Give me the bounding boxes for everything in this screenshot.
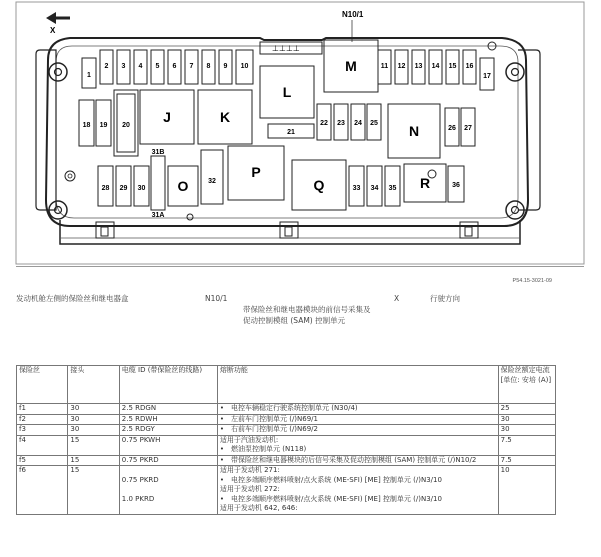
direction-arrow-icon (46, 12, 70, 24)
cell-function (217, 435, 498, 455)
table-row (17, 414, 556, 425)
fuse-label: 33 (352, 185, 361, 192)
cell-cable: 2.5 RDGN (119, 404, 217, 415)
fuse-label: 13 (414, 63, 423, 70)
fuse-label: 5 (155, 63, 160, 70)
cell-function (217, 455, 498, 466)
cell-function (217, 425, 498, 436)
header-function: 熔断功能 (217, 366, 498, 404)
bottom-clips (96, 222, 478, 238)
fuse-label: 16 (465, 63, 474, 70)
cell-rating: 25 (498, 404, 555, 415)
fuse-label: 30 (137, 185, 146, 192)
fuse-label: 27 (464, 125, 472, 132)
function-line: • 燃油泵控制单元 (N118) (219, 445, 307, 453)
cell-cable: 2.5 RDGY (119, 425, 217, 436)
fuse-label: 36 (452, 182, 460, 189)
fuse-label: 1 (87, 72, 91, 79)
cell-cable: 2.5 RDWH (119, 414, 217, 425)
fuse-label: 7 (189, 63, 194, 70)
cell-function (217, 466, 498, 515)
cell-rating: 7.5 (498, 435, 555, 455)
function-line: • 电控多端顺序燃料喷射/点火系统 (ME-SFI) [ME] 控制单元 (/)N3/10 (219, 475, 442, 484)
fuse-label: 15 (448, 63, 457, 70)
fuse-label: 22 (320, 120, 328, 127)
cell-cable (119, 466, 217, 515)
fuse-small (79, 50, 494, 219)
fuse-label: 21 (287, 129, 295, 136)
fuse-label: 6 (172, 63, 177, 70)
cell-fuse: f3 (17, 425, 68, 436)
cell-connector: 30 (68, 425, 119, 436)
fuse-label: 31A (151, 212, 165, 219)
header-rating: 保险丝额定电流 [单位: 安培 (A)] (498, 366, 555, 404)
fuse-label: 26 (448, 125, 456, 132)
relay-label: M (345, 58, 357, 74)
function-line: • 右前车门控制单元 (/)N69/2 (219, 425, 318, 433)
fuse-label: 25 (370, 120, 378, 127)
fuse-label: 2 (104, 63, 109, 70)
table-row (17, 466, 556, 515)
cell-connector: 15 (68, 455, 119, 466)
table-row (17, 435, 556, 455)
n10-1-label: N10/1 (342, 10, 364, 19)
fuse-label: 11 (380, 63, 389, 70)
fuse-label: 10 (240, 63, 249, 70)
header-fuse: 保险丝 (17, 366, 68, 404)
cell-rating: 30 (498, 425, 555, 436)
fuse-label: 14 (431, 63, 440, 70)
relay-label: L (282, 84, 292, 100)
fuse-label: 35 (388, 185, 397, 192)
fuse-label: 18 (82, 122, 91, 129)
fuse-label: 31B (151, 149, 165, 156)
header-connector: 接头 (68, 366, 119, 404)
fuse-label: 28 (101, 185, 110, 192)
legend-n10-code: N10/1 (205, 294, 228, 303)
cell-fuse: f4 (17, 435, 68, 455)
fuse-label: 17 (483, 73, 491, 80)
cable-line: 0.75 PKRD (121, 475, 159, 484)
fuse-label: 12 (397, 63, 406, 70)
cell-cable: 0.75 PKWH (119, 435, 217, 455)
legend-x-desc: 行驶方向 (430, 294, 460, 303)
relay-label: O (177, 178, 189, 194)
table-row (17, 425, 556, 436)
cable-line: 1.0 PKRD (121, 494, 155, 503)
cell-function (217, 414, 498, 425)
cell-fuse: f5 (17, 455, 68, 466)
function-line: 适用于发动机 272: (219, 485, 280, 493)
fuse-label: 34 (370, 185, 379, 192)
cell-fuse: f1 (17, 404, 68, 415)
relay-label: R (419, 175, 431, 191)
table-row (17, 404, 556, 415)
header-cable-id: 电缆 ID (带保险丝的线路) (119, 366, 217, 404)
function-line: 适用于发动机 642, 646: (219, 504, 298, 512)
legend-x-code: X (394, 294, 400, 303)
fuse-label: 29 (119, 185, 128, 192)
table-row (17, 455, 556, 466)
housing-bottom-skirt (60, 220, 520, 244)
function-line: • 带保险丝和继电器模块的后信号采集及促动控制模组 (SAM) 控制单元 (/)N10/2 (219, 455, 477, 464)
relay-label: N (408, 123, 420, 139)
fuse-table (16, 365, 556, 515)
fuse-label: 4 (138, 63, 143, 70)
function-line: • 电控多端顺序燃料喷射/点火系统 (ME-SFI) [ME] 控制单元 (/)N3/10 (219, 494, 442, 503)
figure-reference: P54.15-3021-09 (512, 278, 552, 284)
cell-function (217, 404, 498, 415)
table-header-row (17, 366, 556, 404)
cell-rating: 10 (498, 466, 555, 515)
housing-right-flange (518, 50, 540, 210)
relay-label: J (163, 109, 171, 125)
cell-fuse: f2 (17, 414, 68, 425)
fuse-label: 20 (122, 122, 130, 129)
fuse-label: 32 (208, 178, 216, 185)
fuse-label: 23 (337, 120, 345, 127)
direction-label: X (50, 26, 56, 35)
connector-pins: ⊥⊥⊥⊥ (272, 44, 300, 53)
fuse-label: 9 (223, 63, 228, 70)
cell-fuse: f6 (17, 466, 68, 515)
relay-label: K (219, 109, 231, 125)
cell-connector: 15 (68, 435, 119, 455)
function-line: • 左前车门控制单元 (/)N69/1 (219, 414, 318, 423)
legend-n10-desc: 带保险丝和继电器模块的前信号采集及促动控制模组 (SAM) 控制单元 (243, 305, 371, 325)
cell-cable: 0.75 PKRD (119, 455, 217, 466)
cell-rating: 30 (498, 414, 555, 425)
function-line: • 电控车辆稳定行驶系统控制单元 (N30/4) (219, 404, 358, 412)
relay-label: P (251, 164, 261, 180)
function-line: 适用于发动机 271: (219, 466, 280, 474)
fuse-label: 8 (206, 63, 211, 70)
legend-caption: 发动机舱左侧的保险丝和继电器盒 (16, 294, 129, 303)
relay-label: Q (313, 177, 325, 193)
cell-connector: 30 (68, 414, 119, 425)
function-line: 适用于汽油发动机: (219, 435, 279, 444)
fuse-label: 3 (121, 63, 126, 70)
top-connector (260, 42, 322, 54)
fuse-label: 24 (354, 120, 362, 127)
cell-rating: 7.5 (498, 455, 555, 466)
cell-connector: 15 (68, 466, 119, 515)
cell-connector: 30 (68, 404, 119, 415)
divider (16, 266, 584, 267)
diagram-frame (16, 2, 584, 264)
fuse-label: 19 (99, 122, 108, 129)
